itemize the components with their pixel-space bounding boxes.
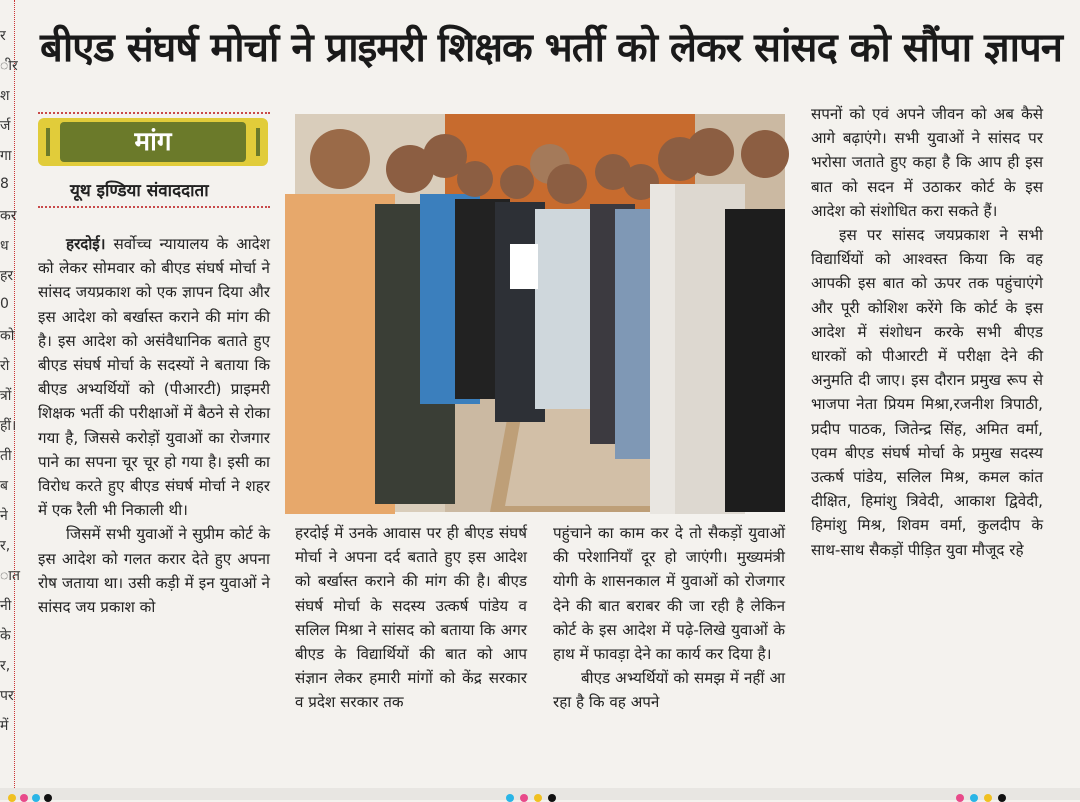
adjacent-column-fragment: हर: [0, 268, 14, 284]
adjacent-column-fragment: र,: [0, 658, 11, 674]
article-column-4: [811, 102, 1043, 562]
adjacent-column-fragment: र: [0, 28, 6, 44]
adjacent-column-fragment: श: [0, 88, 10, 104]
adjacent-column-fragment: ात: [0, 568, 20, 584]
dotted-rule-top: [38, 112, 270, 114]
adjacent-column-fragment: र्ज: [0, 118, 11, 134]
registration-dot: [44, 794, 52, 802]
registration-dot: [8, 794, 16, 802]
registration-dot: [506, 794, 514, 802]
adjacent-column-fragment: ध: [0, 238, 9, 254]
tag-stripe-right: [256, 128, 260, 156]
category-tag-label: मांग: [60, 122, 246, 162]
news-photo: [295, 114, 785, 512]
adjacent-column-fragment: ीर: [0, 58, 18, 74]
dateline: हरदोई।: [66, 235, 106, 253]
adjacent-column-fragment: कर: [0, 208, 17, 224]
adjacent-column-fragment: र,: [0, 538, 11, 554]
col1-paragraph-2: जिसमें सभी युवाओं ने सुप्रीम कोर्ट के इस आदेश को गलत करार देते हुए अपना रोष जताया था। उसी कड़ी में इन युवाओं ने सांसद जय प्रकाश को: [38, 525, 270, 617]
registration-dot: [32, 794, 40, 802]
registration-dot: [20, 794, 28, 802]
registration-dot: [970, 794, 978, 802]
category-tag: [38, 118, 268, 166]
registration-dot: [998, 794, 1006, 802]
adjacent-column-fragment: नी: [0, 598, 12, 614]
adjacent-column-fragment: ने: [0, 508, 8, 524]
tag-stripe-left: [46, 128, 50, 156]
byline: यूथ इण्डिया संवाददाता: [70, 181, 209, 201]
registration-dot: [548, 794, 556, 802]
dotted-rule-byline: [38, 206, 270, 208]
adjacent-column-fragment: के: [0, 628, 11, 644]
registration-dot: [984, 794, 992, 802]
col1-paragraph-1: सर्वोच्च न्यायालय के आदेश को लेकर सोमवार को बीएड संघर्ष मोर्चा ने सांसद जयप्रकाश को एक ज्ञापन दिया और इस आदेश को बर्खास्त कराने की मांग की है। इस आदेश को असंवैधानिक बताते हुए बीएड संघर्ष मोर्चा के सदस्यों ने बताया कि बीएड अभ्यर्थियों को (पीआरटी) प्राइमरी शिक्षक भर्ती की परीक्षाओं में बैठने से रोका गया है, जिससे करोड़ों युवाओं का रोजगार पाने का सपना चूर चूर हो गया है। इसी का विरोध करते हुए बीएड संघर्ष मोर्चा ने शहर में एक रैली भी निकाली थी।: [38, 235, 271, 520]
adjacent-column-fragment: गा: [0, 148, 12, 164]
registration-dot: [534, 794, 542, 802]
registration-dot: [520, 794, 528, 802]
col2-paragraph: हरदोई में उनके आवास पर ही बीएड संघर्ष मोर्चा ने अपना दर्द बताते हुए इस आदेश को बर्खास्त कराने की मांग की है। बीएड संघर्ष मोर्चा के सदस्य उत्कर्ष पांडेय व सलिल मिश्रा ने सांसद को बताया कि अगर बीएड के विद्यार्थियों की बात को आप संज्ञान लेकर हमारी मांगों को केंद्र सरकार व प्रदेश सरकार तक: [295, 524, 527, 712]
col3-paragraph-1: पहुंचाने का काम कर दे तो सैकड़ों युवाओं की परेशानियाँ दूर हो जाएंगी। मुख्यमंत्री योगी के शासनकाल में युवाओं को रोजगार देने की बात बराबर की जा रही है लेकिन कोर्ट के इस आदेश में पढ़े-लिखे युवाओं के हाथ में फावड़ा देने का कार्य कर दिया है।: [553, 524, 785, 664]
adjacent-column-fragment: 0: [0, 296, 9, 312]
headline: बीएड संघर्ष मोर्चा ने प्राइमरी शिक्षक भर्ती को लेकर सांसद को सौंपा ज्ञापन: [40, 25, 1062, 71]
registration-dot: [956, 794, 964, 802]
group-photo-illustration: [295, 114, 785, 512]
adjacent-column-fragment: हीं।: [0, 418, 17, 434]
article-column-1: [38, 232, 270, 619]
col4-paragraph-2: इस पर सांसद जयप्रकाश ने सभी विद्यार्थियों को आश्वस्त किया कि वह आपकी इस बात को ऊपर तक पहुंचाएंगे और पूरी कोशिश करेंगे कि कोर्ट के इस आदेश में संशोधन करके सभी बीएड धारकों को पीआरटी में परीक्षा देने की अनुमति दी जाए। इस दौरान प्रमुख रूप से भाजपा नेता प्रियम मिश्रा,रजनीश त्रिपाठी, प्रदीप पाठक, जितेन्द्र सिंह, अमित वर्मा, एवम बीएड संघर्ष मोर्चा के प्रमुख सदस्य उत्कर्ष पांडेय, सलिल मिश्र, कमल कांत दीक्षित, हिमांशु त्रिवेदी, आकाश द्विवेदी, हिमांशु मिश्र, शिवम वर्मा, कुलदीप के साथ-साथ सैकड़ों पीड़ित युवा मौजूद रहे: [811, 226, 1043, 559]
col4-paragraph-1: सपनों को एवं अपने जीवन को अब कैसे आगे बढ़ाएंगे। सभी युवाओं ने सांसद पर भरोसा जताते हुए कहा है कि आप ही इस बात को सदन में उठाकर कोर्ट के इस आदेश को संशोधित करा सकते हैं।: [811, 105, 1043, 220]
adjacent-column-fragment: 8: [0, 176, 9, 192]
adjacent-column-fragment: रो: [0, 358, 10, 374]
adjacent-column-fragment: को: [0, 328, 15, 344]
adjacent-column-fragment: पर: [0, 688, 14, 704]
adjacent-column-fragment: में: [0, 718, 9, 734]
article-column-2: [295, 521, 527, 715]
adjacent-column-fragment: त्रों: [0, 388, 12, 404]
adjacent-column-fragment: ती: [0, 448, 12, 464]
col3-paragraph-2: बीएड अभ्यर्थियों को समझ में नहीं आ रहा है कि वह अपने: [553, 669, 785, 712]
adjacent-column-clip: [0, 0, 20, 790]
article-column-3: [553, 521, 785, 715]
adjacent-column-fragment: ब: [0, 478, 8, 494]
